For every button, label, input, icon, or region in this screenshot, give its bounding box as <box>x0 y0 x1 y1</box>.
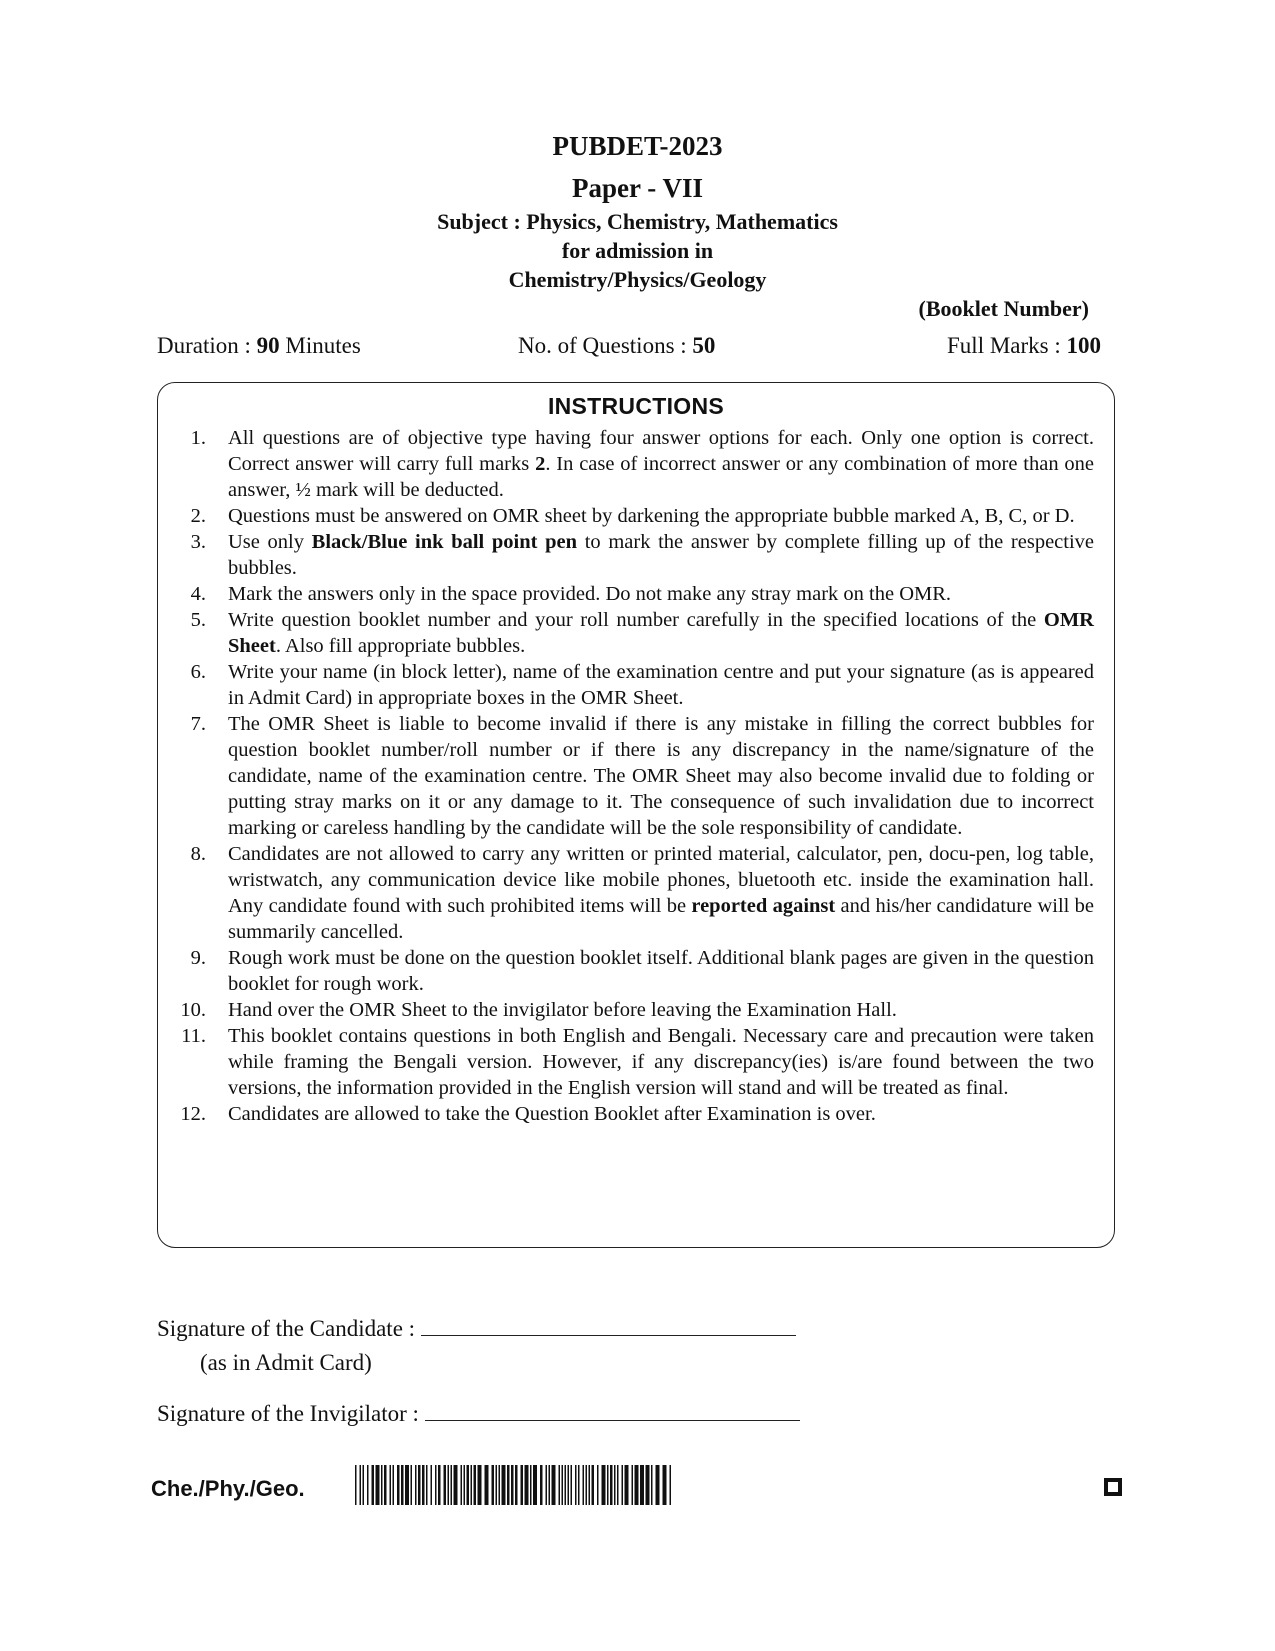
barcode-bar <box>422 1465 425 1505</box>
barcode-bar <box>448 1465 450 1505</box>
instruction-segment: . Also fill appropriate bubbles. <box>275 635 526 657</box>
instruction-item <box>158 1101 1114 1127</box>
barcode-bar <box>578 1465 580 1505</box>
barcode-bar <box>589 1465 591 1505</box>
instruction-text <box>228 607 1094 659</box>
barcode-bar <box>381 1465 383 1505</box>
barcode-bar <box>602 1465 606 1505</box>
instruction-text <box>228 425 1094 503</box>
barcode-bar <box>651 1465 653 1505</box>
barcode-bar <box>367 1465 369 1505</box>
barcode-bar <box>435 1465 437 1505</box>
barcode-bar <box>415 1465 417 1505</box>
barcode-bar <box>622 1465 624 1505</box>
barcode-bar <box>670 1465 672 1505</box>
instruction-segment: Write question booklet number and your roll number carefully in the specified locations of the <box>228 609 1044 631</box>
marks-value: 100 <box>1066 333 1101 358</box>
barcode-bar <box>393 1465 395 1505</box>
barcode-bar <box>565 1465 567 1505</box>
instruction-item <box>158 1023 1114 1101</box>
instruction-number: 12. <box>180 1103 206 1125</box>
barcode-bar <box>559 1465 561 1505</box>
barcode-bar <box>552 1465 556 1505</box>
barcode-bar <box>474 1465 477 1505</box>
barcode-bar <box>586 1465 588 1505</box>
barcode-bar <box>397 1465 400 1505</box>
instruction-text <box>228 1101 1094 1127</box>
barcode-bar <box>592 1465 595 1505</box>
instruction-text <box>228 659 1094 711</box>
instruction-item <box>158 997 1114 1023</box>
instruction-emphasis: reported against <box>691 895 836 917</box>
barcode-bar <box>376 1465 380 1505</box>
barcode-bar <box>451 1465 453 1505</box>
instruction-number: 6. <box>190 661 206 683</box>
instruction-text <box>228 997 1094 1023</box>
instruction-number: 2. <box>190 505 206 527</box>
barcode-bar <box>575 1465 577 1505</box>
instruction-number: 5. <box>190 609 206 631</box>
instruction-item <box>158 841 1114 945</box>
instructions-title: INSTRUCTIONS <box>547 393 725 419</box>
barcode-bar <box>384 1465 387 1505</box>
candidate-signature-line <box>421 1317 796 1336</box>
barcode-bar <box>502 1465 506 1505</box>
barcode-bar <box>426 1465 428 1505</box>
instruction-segment: Hand over the OMR Sheet to the invigilator before leaving the Examination Hall. <box>228 999 897 1021</box>
barcode-bar <box>635 1465 639 1505</box>
marks-label: Full Marks : <box>947 333 1061 358</box>
instruction-text <box>228 841 1094 945</box>
instruction-text <box>228 711 1094 841</box>
instruction-number: 8. <box>190 843 206 865</box>
booklet-number-label: (Booklet Number) <box>918 296 1089 321</box>
instruction-segment: Questions must be answered on OMR sheet by darkening the appropriate bubble marked A, B, C, or D. <box>228 505 1075 527</box>
instruction-text <box>228 503 1094 529</box>
instruction-text <box>228 945 1094 997</box>
barcode-bar <box>355 1465 357 1505</box>
barcode-bar <box>461 1465 463 1505</box>
barcode-bar <box>562 1465 564 1505</box>
instruction-segment: and his/her candidature will be summarily cancelled. <box>228 895 1095 943</box>
barcode-bar <box>583 1465 585 1505</box>
questions-value: 50 <box>692 333 716 358</box>
barcode-bar <box>467 1465 470 1505</box>
paper-title: Paper - VII <box>571 173 703 203</box>
candidate-signature-label: Signature of the Candidate : <box>157 1316 416 1341</box>
instruction-emphasis: OMR Sheet <box>228 609 1094 657</box>
instruction-text <box>228 529 1094 581</box>
barcode-bar <box>411 1465 413 1505</box>
invigilator-signature-label: Signature of the Invigilator : <box>157 1401 419 1426</box>
duration-value: 90 <box>256 333 280 358</box>
instruction-item <box>158 945 1114 997</box>
instruction-segment: All questions are of objective type having four answer options for each. Only one option is correct. Correct answer will carry full marks <box>228 427 1094 475</box>
barcode-bar <box>607 1465 609 1505</box>
barcode-bar <box>496 1465 498 1505</box>
exam-title: PUBDET-2023 <box>552 131 723 161</box>
invigilator-signature-line <box>425 1402 800 1421</box>
barcode-bar <box>521 1465 524 1505</box>
instruction-number: 4. <box>190 583 206 605</box>
barcode-bar <box>617 1465 619 1505</box>
barcode-bar <box>418 1465 421 1505</box>
barcode-bar <box>656 1465 660 1505</box>
instruction-item <box>158 659 1114 711</box>
barcode-bar <box>454 1465 458 1505</box>
barcode-bar <box>515 1465 518 1505</box>
barcode-bar <box>663 1465 667 1505</box>
instruction-text <box>228 1023 1094 1101</box>
subject-line: Subject : Physics, Chemistry, Mathematics <box>437 209 838 234</box>
streams-line: Chemistry/Physics/Geology <box>508 267 767 292</box>
full-marks <box>947 333 1101 359</box>
instruction-emphasis: 2 <box>535 453 546 475</box>
duration-label: Duration : <box>157 333 251 358</box>
barcode-bar <box>540 1465 543 1505</box>
barcode-bar <box>571 1465 573 1505</box>
barcode-bar <box>363 1465 365 1505</box>
instruction-item <box>158 711 1114 841</box>
invigilator-signature <box>157 1401 800 1427</box>
barcode-bar <box>438 1465 441 1505</box>
instruction-number: 3. <box>190 531 206 553</box>
questions-label: No. of Questions : <box>518 333 687 358</box>
barcode-bar <box>597 1465 599 1505</box>
instruction-item <box>158 607 1114 659</box>
instruction-segment: Rough work must be done on the question booklet itself. Additional blank pages are given in the question booklet for rough work. <box>228 947 1094 995</box>
barcode-bar <box>444 1465 447 1505</box>
barcode-bar <box>614 1465 616 1505</box>
instruction-segment: Candidates are allowed to take the Question Booklet after Examination is over. <box>228 1103 876 1125</box>
barcode-bar <box>401 1465 404 1505</box>
instruction-number: 1. <box>190 427 206 449</box>
instruction-item <box>158 529 1114 581</box>
instruction-segment: to mark the answer by complete filling up of the respective bubbles. <box>228 531 1095 579</box>
barcode-bar <box>360 1465 362 1505</box>
instruction-segment: Use only <box>228 531 312 553</box>
instruction-segment: The OMR Sheet is liable to become invalid if there is any mistake in filling the correct bubbles for question booklet number/roll number or if there is any discrepancy in the name/signature of the candidate, name of the examination centre. The OMR Sheet may also become invalid due to folding or putting stray marks on it or any damage to it. The consequence of such invalidation due to incorrect marking or careless handling by the candidate will be the sole responsibility of candidate. <box>228 713 1094 839</box>
barcode-bar <box>632 1465 634 1505</box>
barcode-bar <box>431 1465 433 1505</box>
duration-unit: Minutes <box>285 333 361 358</box>
barcode-bar <box>625 1465 629 1505</box>
barcode-bar <box>525 1465 529 1505</box>
barcode-bar <box>511 1465 514 1505</box>
subject-code: Che./Phy./Geo. <box>151 1476 305 1501</box>
question-count <box>518 333 715 359</box>
barcode-bar <box>640 1465 644 1505</box>
instruction-number: 7. <box>190 713 206 735</box>
barcode-bar <box>478 1465 482 1505</box>
instruction-item <box>158 581 1114 607</box>
instruction-number: 10. <box>180 999 206 1021</box>
admission-line: for admission in <box>561 238 714 263</box>
instructions-box <box>157 382 1115 1248</box>
barcode-icon <box>355 1465 673 1505</box>
duration <box>157 333 361 359</box>
candidate-signature <box>157 1316 796 1342</box>
instructions-list <box>158 425 1114 1127</box>
barcode-bar <box>530 1465 532 1505</box>
barcode-bar <box>499 1465 501 1505</box>
barcode-bar <box>485 1465 489 1505</box>
barcode-bar <box>405 1465 409 1505</box>
candidate-signature-note: (as in Admit Card) <box>200 1350 372 1375</box>
square-marker-icon <box>1104 1478 1122 1496</box>
barcode-bar <box>568 1465 570 1505</box>
instruction-number: 11. <box>181 1025 206 1047</box>
barcode-bar <box>546 1465 548 1505</box>
barcode-bar <box>507 1465 510 1505</box>
instruction-emphasis: Black/Blue ink ball point pen <box>311 531 578 553</box>
barcode-bar <box>549 1465 551 1505</box>
barcode-bar <box>610 1465 613 1505</box>
instruction-segment: Mark the answers only in the space provided. Do not make any stray mark on the OMR. <box>228 583 952 605</box>
instruction-item <box>158 503 1114 529</box>
instruction-segment: Candidates are not allowed to carry any written or printed material, calculator, pen, docu-pen, log table, wristwatch, any communication device like mobile phones, bluetooth etc. inside the examination hall. Any candidate found with such prohibited items will be <box>228 843 1094 917</box>
instruction-segment: Write your name (in block letter), name of the examination centre and put your signature (as is appeared in Admit Card) in appropriate boxes in the OMR Sheet. <box>228 661 1094 709</box>
instruction-number: 9. <box>190 947 206 969</box>
instruction-segment: This booklet contains questions in both English and Bengali. Necessary care and precaution were taken while framing the Bengali version. However, if any discrepancy(ies) is/are found between the two versions, the information provided in the English version will stand and will be treated as final. <box>228 1025 1094 1099</box>
instruction-segment: . In case of incorrect answer or any combination of more than one answer, ½ mark will be deducted. <box>228 453 1094 501</box>
barcode-bar <box>390 1465 392 1505</box>
barcode-bar <box>492 1465 495 1505</box>
barcode-bar <box>533 1465 537 1505</box>
instruction-item <box>158 425 1114 503</box>
instruction-text <box>228 581 1094 607</box>
barcode-bar <box>372 1465 375 1505</box>
barcode-bar <box>646 1465 650 1505</box>
barcode-bar <box>471 1465 473 1505</box>
barcode-bar <box>464 1465 466 1505</box>
